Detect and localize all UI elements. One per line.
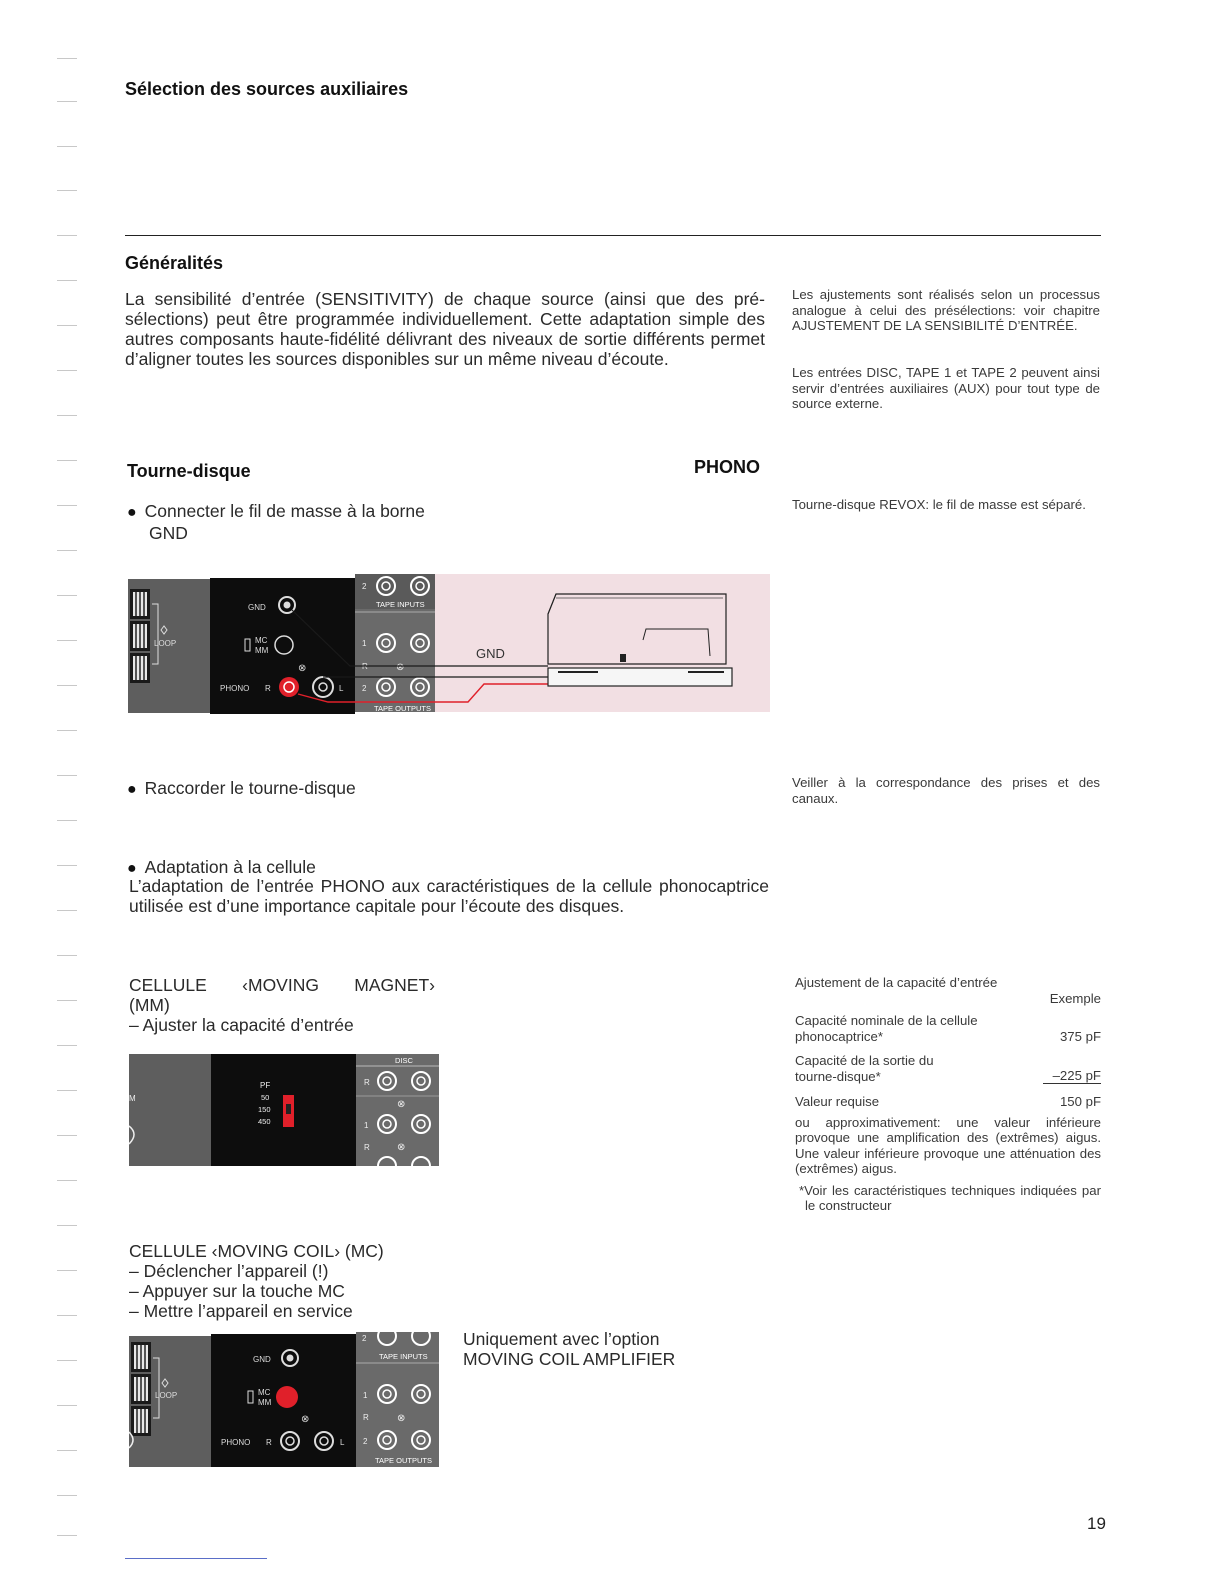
svg-text:50: 50 [261, 1093, 270, 1102]
mc-label: MC [255, 636, 268, 645]
mm-line3: – Ajuster la capacité d’entrée [129, 1015, 354, 1035]
svg-text:150: 150 [258, 1105, 271, 1114]
step-adapt-text: L’adaptation de l’entrée PHONO aux caractéristiques de la cellule phonocaptrice utilisée est d’une importance capitale pour l’écoute des disques. [129, 876, 769, 916]
page-title: Sélection des sources auxiliaires [125, 79, 409, 99]
svg-text:GND: GND [253, 1355, 271, 1364]
generalites-side-note-2: Les entrées DISC, TAPE 1 et TAPE 2 peuvent ainsi servir d’entrées auxiliaires (AUX) pour tout type de source externe. [792, 365, 1100, 411]
svg-text:2: 2 [362, 1334, 367, 1343]
generalites-paragraph: La sensibilité d’entrée (SENSITIVITY) de chaque source (ainsi que des pré-sélections) peut être programmée individuellement. Cette adaptation simple des autres composants haute-fidélité délivrant des niveaux de sortie différents permet d’aligner toutes les sources disponibles sur un même niveau d’écoute. [125, 289, 765, 369]
svg-text:R: R [363, 1413, 369, 1422]
svg-text:1: 1 [364, 1121, 369, 1130]
pf-label: PF [260, 1081, 271, 1090]
capacity-table [795, 975, 1101, 1214]
svg-text:R: R [362, 662, 368, 671]
mc-button-diagram [129, 1332, 439, 1467]
svg-text:⊗: ⊗ [298, 663, 307, 674]
tape-inputs-label: TAPE INPUTS [376, 600, 425, 609]
capacity-title: Ajustement de la capacité d’entrée [795, 975, 998, 990]
svg-text:⊗: ⊗ [397, 1142, 406, 1153]
mc-note: Uniquement avec l’option MOVING COIL AMPLIFIER [463, 1329, 676, 1369]
capacity-footnote: *Voir les caractéristiques techniques indiquées par le constructeur [799, 1182, 1101, 1213]
bottom-rule [125, 1558, 267, 1559]
page-number: 19 [1087, 1514, 1106, 1533]
gnd-label: GND [248, 603, 266, 612]
svg-text:R: R [266, 1438, 272, 1447]
mc-line3: – Appuyer sur la touche MC [129, 1281, 345, 1301]
svg-text:⊗: ⊗ [397, 1099, 406, 1110]
phono-l-label: L [339, 684, 344, 693]
phono-connection-diagram [128, 574, 770, 714]
step-ground [127, 501, 459, 543]
svg-text:⊗: ⊗ [396, 662, 405, 673]
svg-text:⊗: ⊗ [397, 1413, 406, 1424]
gnd-wire-label: GND [476, 646, 505, 661]
svg-text:PHONO: PHONO [221, 1438, 251, 1447]
section-rule [125, 235, 1101, 236]
step-ground-text: Connecter le fil de masse à la borne GND [144, 501, 425, 543]
mc-line1: CELLULE ‹MOVING COIL› (MC) [129, 1241, 384, 1261]
step-connect [127, 778, 356, 800]
mm-capacity-diagram [129, 1054, 439, 1166]
mc-line4: – Mettre l’appareil en service [129, 1301, 353, 1321]
svg-text:2: 2 [363, 1437, 368, 1446]
capacity-row: Capacité de la sortie du tourne-disque* –225 pF [795, 1053, 1101, 1084]
step-adapt-title: Adaptation à la cellule [144, 857, 316, 877]
svg-text:R: R [364, 1143, 370, 1152]
svg-text:MM: MM [258, 1398, 272, 1407]
svg-text:L: L [340, 1438, 345, 1447]
loop-label: LOOP [154, 639, 177, 648]
svg-text:MC: MC [258, 1388, 271, 1397]
svg-text:1: 1 [362, 639, 367, 648]
svg-text:450: 450 [258, 1117, 271, 1126]
generalites-side-note-1: Les ajustements sont réalisés selon un processus analogue à celui des présélections: voir chapitre AJUSTEMENT DE LA SENSIBILITÉ D’ENTRÉE. [792, 287, 1100, 333]
mm-label: MM [255, 646, 269, 655]
svg-text:TAPE INPUTS: TAPE INPUTS [379, 1352, 428, 1361]
phono-label: PHONO [694, 457, 761, 477]
bullet-icon [127, 778, 145, 798]
capacity-approx: ou approximativement: une valeur inférieure provoque une amplification des (extrêmes) aigus. Une valeur inférieure provoque une atténuation des (extrêmes) aigus. [795, 1114, 1101, 1176]
bullet-icon [127, 501, 145, 521]
capacity-row: Valeur requise 150 pF [795, 1094, 1101, 1109]
tourne-disque-heading: Tourne-disque [127, 461, 251, 481]
svg-text:TAPE OUTPUTS: TAPE OUTPUTS [375, 1456, 432, 1465]
svg-text:⊗: ⊗ [301, 1414, 310, 1425]
svg-text:M: M [129, 1094, 136, 1103]
generalites-heading: Généralités [125, 253, 224, 273]
svg-text:1: 1 [363, 1391, 368, 1400]
mc-button-pressed-icon [276, 1386, 298, 1408]
svg-text:2: 2 [362, 684, 367, 693]
phono-r-jack-icon [279, 677, 299, 697]
mm-line2: (MM) [129, 995, 170, 1015]
phono-r-label: R [265, 684, 271, 693]
disc-label: DISC [395, 1056, 413, 1065]
svg-text:LOOP: LOOP [155, 1391, 178, 1400]
step-connect-text: Raccorder le tourne-disque [144, 778, 356, 798]
mm-line1: CELLULE ‹MOVING MAGNET› [129, 975, 435, 995]
svg-text:2: 2 [362, 582, 367, 591]
capacity-example: Exemple [1049, 990, 1101, 1006]
capacity-row: Capacité nominale de la cellule phonocaptrice* 375 pF [795, 1013, 1101, 1044]
side-connect: Veiller à la correspondance des prises et des canaux. [792, 775, 1100, 806]
tape-outputs-label: TAPE OUTPUTS [374, 704, 431, 713]
bullet-icon [127, 857, 145, 877]
phono-jack-label: PHONO [220, 684, 250, 693]
mc-line2: – Déclencher l’appareil (!) [129, 1261, 329, 1281]
turntable-background [433, 574, 770, 712]
svg-text:R: R [364, 1078, 370, 1087]
side-ground: Tourne-disque REVOX: le fil de masse est séparé. [792, 497, 1086, 512]
